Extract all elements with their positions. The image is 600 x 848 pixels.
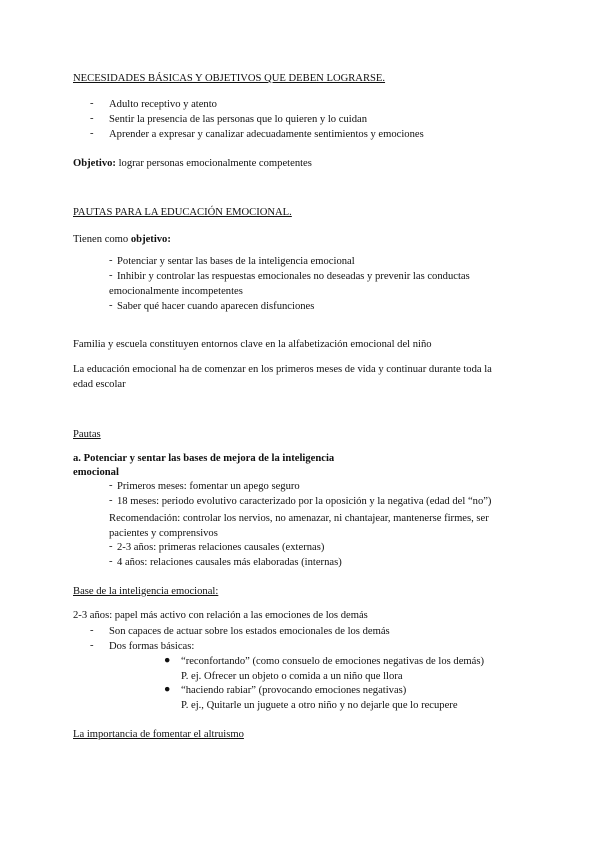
altruismo-heading: La importancia de fomentar el altruismo [73, 729, 244, 740]
list-dash: - [109, 270, 113, 281]
sub-item: “haciendo rabiar” (provocando emociones negativas) [181, 685, 407, 696]
base-heading: Base de la inteligencia emocional: [73, 586, 219, 597]
list-item: 2-3 años: primeras relaciones causales (externas) [117, 542, 325, 553]
bullet-icon: ● [164, 684, 171, 695]
list-dash: - [90, 625, 94, 636]
list-dash: - [109, 495, 113, 506]
list-dash: - [90, 98, 94, 109]
objetivo-text: lograr personas emocionalmente competentes [115, 158, 312, 169]
bullet-icon: ● [164, 655, 171, 666]
pautas-heading: Pautas [73, 429, 101, 440]
list-item-continuation: emocionalmente incompetentes [109, 286, 243, 297]
list-dash: - [109, 300, 113, 311]
subsection-title: emocional [73, 467, 119, 478]
list-item: Adulto receptivo y atento [109, 99, 217, 110]
list-item: Son capaces de actuar sobre los estados emocionales de los demás [109, 626, 390, 637]
subsection-title: a. Potenciar y sentar las bases de mejora de la inteligencia [73, 453, 335, 464]
sub-item-example: P. ej., Quitarle un juguete a otro niño y no dejarle que lo recupere [181, 700, 458, 711]
list-dash: - [109, 556, 113, 567]
sub-item: “reconfortando” (como consuelo de emociones negativas de los demás) [181, 656, 484, 667]
paragraph: Familia y escuela constituyen entornos clave en la alfabetización emocional del niño [73, 339, 432, 350]
objetivo-line [73, 157, 312, 170]
list-item: 4 años: relaciones causales más elaboradas (internas) [117, 557, 342, 568]
paragraph: La educación emocional ha de comenzar en los primeros meses de vida y continuar durante toda la [73, 364, 492, 375]
list-dash: - [90, 640, 94, 651]
list-item: Aprender a expresar y canalizar adecuadamente sentimientos y emociones [109, 129, 424, 140]
list-item: Sentir la presencia de las personas que lo quieren y lo cuidan [109, 114, 367, 125]
list-dash: - [90, 113, 94, 124]
list-dash: - [109, 480, 113, 491]
list-item: 18 meses: periodo evolutivo caracterizado por la oposición y la negativa (edad del “no”) [117, 496, 492, 507]
recomendacion: pacientes y comprensivos [109, 528, 218, 539]
list-item: Potenciar y sentar las bases de la inteligencia emocional [117, 256, 355, 267]
objetivo-intro [73, 233, 171, 246]
list-item: Saber qué hacer cuando aparecen disfunciones [117, 301, 315, 312]
objetivo-label: Objetivo: [73, 158, 116, 169]
section-heading-necesidades: NECESIDADES BÁSICAS Y OBJETIVOS QUE DEBEN LOGRARSE. [73, 73, 386, 84]
intro-text: Tienen como [73, 234, 131, 245]
list-dash: - [90, 128, 94, 139]
list-dash: - [109, 541, 113, 552]
sub-item-example: P. ej. Ofrecer un objeto o comida a un niño que llora [181, 671, 403, 682]
list-item: Inhibir y controlar las respuestas emocionales no deseadas y prevenir las conductas [117, 271, 470, 282]
paragraph: edad escolar [73, 379, 126, 390]
list-item: Primeros meses: fomentar un apego seguro [117, 481, 300, 492]
intro-bold: objetivo: [130, 234, 171, 245]
list-dash: - [109, 255, 113, 266]
section-heading-pautas-educacion: PAUTAS PARA LA EDUCACIÓN EMOCIONAL. [73, 207, 292, 218]
recomendacion: Recomendación: controlar los nervios, no amenazar, ni chantajear, mantenerse firmes, ser [109, 513, 489, 524]
list-item: Dos formas básicas: [109, 641, 195, 652]
paragraph: 2-3 años: papel más activo con relación a las emociones de los demás [73, 610, 368, 621]
